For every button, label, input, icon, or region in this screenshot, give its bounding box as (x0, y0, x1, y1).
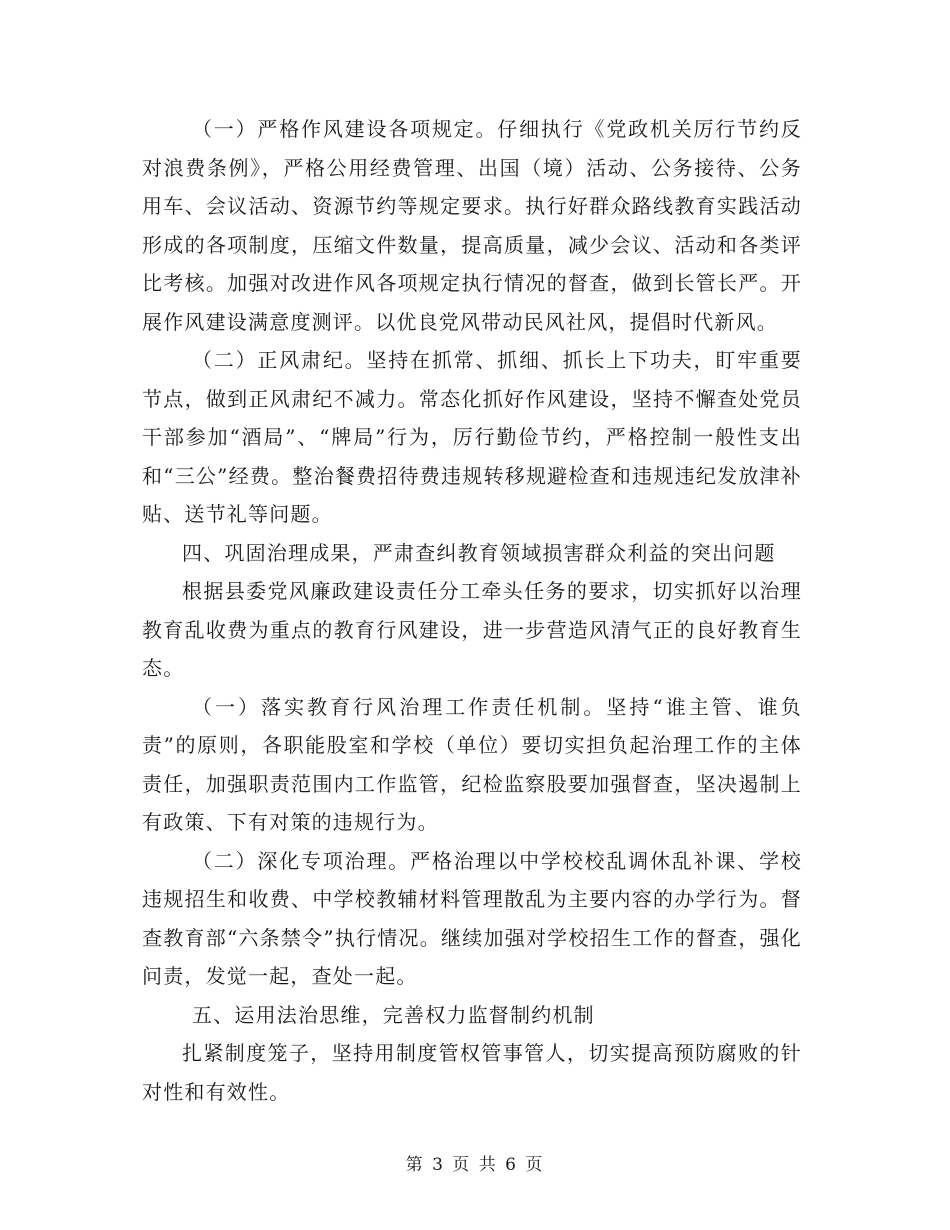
paragraph-4: （一）落实教育行风治理工作责任机制。坚持“谁主管、谁负责”的原则，各职能股室和学校（单位）要切实担负起治理工作的主体责任，加强职责范围内工作监管，纪检监察股要加强督查，坚决遏制上有政策、下有对策的违规行为。 (142, 694, 802, 834)
section-heading-5: 五、运用法治思维，完善权力监督制约机制 (192, 1002, 595, 1027)
paragraph-3: 根据县委党风廉政建设责任分工牵头任务的要求，切实抓好以治理教育乱收费为重点的教育行风建设，进一步营造风清气正的良好教育生态。 (142, 579, 802, 680)
section-heading-4: 四、巩固治理成果，严肃查纠教育领域损害群众利益的突出问题 (182, 540, 776, 565)
document-body (142, 110, 802, 1111)
paragraph-2: （二）正风肃纪。坚持在抓常、抓细、抓长上下功夫，盯牢重要节点，做到正风肃纪不减力。常态化抓好作风建设，坚持不懈查处党员干部参加“酒局”、“牌局”行为，厉行勤俭节约，严格控制一般性支出和“三公”经费。整治餐费招待费违规转移规避检查和违规违纪发放津补贴、送节礼等问题。 (142, 348, 802, 526)
paragraph-1: （一）严格作风建设各项规定。仔细执行《党政机关厉行节约反对浪费条例》，严格公用经费管理、出国（境）活动、公务接待、公务用车、会议活动、资源节约等规定要求。执行好群众路线教育实践活动形成的各项制度，压缩文件数量，提高质量，减少会议、活动和各类评比考核。加强对改进作风各项规定执行情况的督查，做到长管长严。开展作风建设满意度测评。以优良党风带动民风社风，提倡时代新风。 (142, 117, 802, 334)
paragraph-6: 扎紧制度笼子，坚持用制度管权管事管人，切实提高预防腐败的针对性和有效性。 (142, 1041, 802, 1104)
page-number-footer: 第 3 页 共 6 页 (405, 1155, 545, 1175)
paragraph-5: （二）深化专项治理。严格治理以中学校校乱调休乱补课、学校违规招生和收费、中学校教辅材料管理散乱为主要内容的办学行为。督查教育部“六条禁令”执行情况。继续加强对学校招生工作的督查，强化问责，发觉一起，查处一起。 (142, 848, 802, 988)
